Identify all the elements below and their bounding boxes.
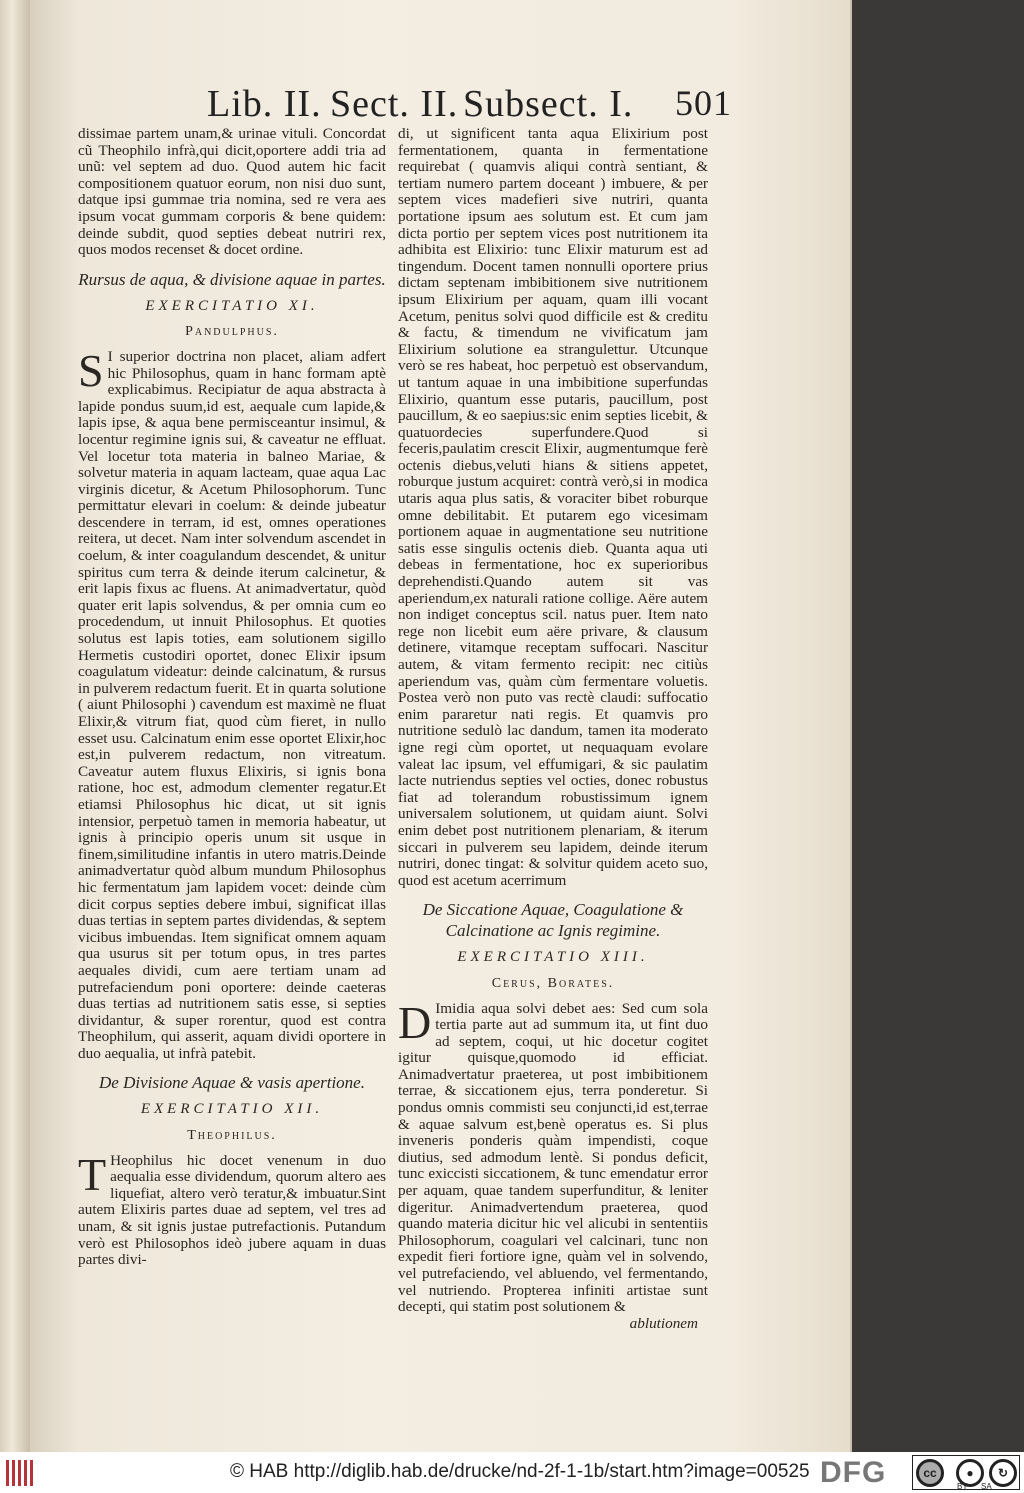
- page-number: 501: [675, 83, 732, 123]
- catchword: ablutionem: [629, 1314, 698, 1332]
- speaker-pandulphus: Pandulphus.: [185, 324, 279, 340]
- share-alike-icon: ↻: [989, 1459, 1017, 1487]
- running-head-lib: Lib. II.: [207, 83, 322, 125]
- right-column: [398, 126, 708, 1332]
- exercitatio-xi-title: EXERCITATIO XI.: [145, 297, 319, 314]
- left-paragraph-2: [78, 344, 386, 1063]
- cc-labels: [957, 1482, 992, 1491]
- left-paragraph-3-text: Heophilus hic docet venenum in duo aequalia esse dividendum, quorum altero aes liquefiat, altero verò teratur,& imbuatur.Sint autem Elixiris partes duae ad septem, vel tres ad unam, & sit ignis justae putrefactionis. Putandum verò est Philosophos ideò jubere aquam in duas partes divi-: [78, 1151, 386, 1269]
- hab-barcode-icon: [6, 1460, 36, 1486]
- running-head-subsect: Subsect. I.: [463, 83, 634, 125]
- right-paragraph-2: [398, 996, 708, 1316]
- left-paragraph-2-text: I superior doctrina non placet, aliam adfert hic Philosophus, quam in hanc formam aptè explicabimus. Recipiatur de aqua abstracta à lapide pondus suum,id est, aequale cum lapide,& lapis ipse, & aqua bene permisceantur insimul, & locentur regimine ignis sui, & caveatur ne effluat. Vel locetur tota materia in balneo Mariae, & solvetur materia in aquam lacteam, quae aqua Lac virginis dicetur, & Acetum Philosophorum. Tunc permittatur elevari in coelum: & deinde jubeatur descendere in terram, id est, omnes operationes reitera, ut decet. Nam inter solvendum ascendet in coelum, & inter coagulandum descendet, & unitur spiritus cum terra & deinde iterum calcinetur, & erit lapis fixus ac fluens. At animadvertatur, quòd quater erit lapis solvendus, & per omnia cum eo procedendum, ut innuit Philosophus. Et quoties solutus est lapis toties, eam solutionem sigillo Hermetis custodiri oportet, donec Elixir ipsum coagulatum videatur: deinde calcinatum, & rursus in pulverem redactum fuerit. Et in quarta solutione ( aiunt Philosophi ) cavendum est maximè ne fluat Elixir,& vitrum fiat, quod cùm fieret, in nullo esset usu. Calcinatum enim esse oportet Elixir,hoc est,in pulverem redactum, non vitreatum. Caveatur autem fluxus Elixiris, si ignis bona ratione, hoc est, admodum clementer regatur.Et etiamsi Philosophus hic dicat, ut sit ignis intensior, perpetuò tamen in memoria habeatur, ut ignis à principio operis unum sit usque in finem,similitudine infantis in utero matris.Deinde animadvertatur quòd album mundum Philosophus hic fermentatum jam lapidem vocet: deinde cùm dicit corpus septies debere imbui, significat illas duas tertias in septem partes dividendas, & septem vicibus imbuendas. Item significat omnem aquam qua usurus sit per totum opus, in tres partes aequales dividi, cum aere tertiam unam ad putrefaciendum poni oportere: deinde caeteras duas tertias ad nutritionem satis esse, si septies dividantur, & super rorentur, quod est contra Theophilum, qui asserit, aquam dividi oportere in duo aequalia, ut infrà patebit.: [78, 347, 386, 1062]
- attribution-icon: ●: [956, 1459, 984, 1487]
- left-paragraph-1: dissimae partem unam,& urinae vituli. Concordat cũ Theophilo infrà,qui dicit,oportere addi tria ad unũ: vel septem ad duo. Quod autem hic facit compositionem quatuor eorum, non nisi duo sunt, datque ipsi gummae tria nomina, sed re vera aes ipsum vocat gummam corporis & bene quidem: deinde subdit, quod septies debeat nutriri rex, quos modos recenset & docet ordine.: [78, 125, 386, 259]
- drop-cap-s: S: [78, 344, 104, 396]
- right-paragraph-1: di, ut significent tanta aqua Elixirium post fermentationem, quanta in fermentatione requirebat ( quamvis aliqui contrà sentiant, & tertiam numero partem doceant ) imbuere, & per septem vices madefieri sive nutriri, quanta portatione ipsum aes solutum est. Et cum jam dicta portio per septem vices post nutritionem ita adhibita est Elixirio: tunc Elixir maturum est ad tingendum. Docent tamen nonnulli oportere prius dictam septenam imbibitionem sive nutritionem ipsum Elixirium per aquam, quam illi vocant Acetum, penitus solvi quod difficile est & creditu & factu, & timendum ne vivificatum jam Elixirium solutione ea strangulettur. Utcunque verò se res habeat, hoc perpetuò est observandum, ut tantum aquae in una imbibitione superfundas Elixirio, quantum esse putaris, paucillum, post paucillum, & eo saepius:sic enim septies licebit, & quatuordecies superfundere.Quod si feceris,paulatim crescit Elixir, augmentumque ferè octenis diebus,veluti hians & sitiens appetet, roburque justum acquiret: contrà verò,si in modica utaris aqua plus satis, & voraciter bibet roburque omne debilitabit. Et putarem ego vicesimam portionem aquae in augmentatione seu nutritione satis esse singulis octenis dieb. Quanta aqua uti debeas in fermentatione, hoc ex superioribus deprehendisti.Quando autem sit vas aperiendum,ex naturali ratione collige. Aëre autem non indiget conceptus scil. natus puer. Item nato rege non licebit eum aëre privare, & clausum detinere, vitamque receptam suffocari. Nascitur autem, & vitam fermento recipit: nec citiùs aperiendum vas, quàm cùm fermentare voluetis. Postea verò non puto vas rectè claudi: suffocatio enim pararetur nati regis. Et quamvis pro nutritione sedulò lac dandum, tamen ita moderato igne regi cùm oportet, ut nequaquam evolare valeat lac ipsum, vel effumigari, & sic paulatim lacte nutriendus septies vel octies, donec robustus fiat ad tolerandum robustissimum ignem universalem solutionem, ut quidam aiunt. Solvi enim debet post nutritionem plenariam, & iterum siccari in pulverem seu lapidem, deinde iterum nutriri, donec tingat: & solvitur quidem aceto suo, quod est acetum acerrimum: [398, 125, 708, 889]
- drop-cap-t: T: [78, 1148, 107, 1200]
- left-page-edge: [0, 0, 30, 1452]
- exercitatio-xii-title: EXERCITATIO XII.: [140, 1101, 324, 1118]
- left-paragraph-3: [78, 1148, 386, 1269]
- copyright-link[interactable]: © HAB http://diglib.hab.de/drucke/nd-2f-1-1b/start.htm?image=00525: [230, 1461, 810, 1482]
- running-head-sect: Sect. II.: [330, 83, 459, 125]
- cc-license-badge[interactable]: [912, 1455, 1020, 1490]
- speaker-cerus-borates: Cerus, Borates.: [491, 975, 615, 991]
- section-heading-divisione: De Divisione Aquae & vasis apertione.: [99, 1073, 365, 1093]
- cc-logo-icon: cc: [916, 1459, 944, 1487]
- cc-by-label: BY: [957, 1482, 968, 1491]
- section-heading-rursus: Rursus de aqua, & divisione aquae in partes.: [78, 269, 386, 289]
- right-margin-dark: [852, 0, 1024, 1452]
- section-heading-siccatione: De Siccatione Aquae, Coagulatione & Calcinatione ac Ignis regimine.: [422, 900, 684, 941]
- cc-sa-label: SA: [981, 1482, 992, 1491]
- viewer-footer: [0, 1452, 1024, 1493]
- speaker-theophilus: Theophilus.: [187, 1128, 277, 1144]
- drop-cap-d: D: [398, 996, 432, 1048]
- dfg-logo[interactable]: DFG: [820, 1456, 887, 1489]
- exercitatio-xiii-title: EXERCITATIO XIII.: [457, 949, 649, 966]
- right-paragraph-2-text: Imidia aqua solvi debet aes: Sed cum sola tertia parte aut ad summum ita, ut fint duo ad septem, coqui, ut hic docetur cogitet igitur quisque,quomodo id efficiat. Animadvertatur praeterea, ut post imbibitionem terrae, & siccationem ejus, terra ponderetur. Si pondus omnis commisti seu conjuncti,id est,terrae & aquae salvum est,benè operatus es. Si plus inveneris ponderis quàm impendisti, coque diutius, sed admodum lentè. Si pondus deficit, tunc exiccisti siccationem, & tunc emendatur error per aquam, quae tandem superfunditur, & leniter digeritur. Animadvertendum praeterea, quod quando materia dicitur hic vel alicubi in sententiis Philosophorum, coagulari vel calcinari, tunc non expedit fieri fortiore igne, quàm vel in solvendo, vel putrefaciendo, vel abluendo, vel fermentando, vel nutriendo. Propterea infiniti artistae sunt decepti, qui statim post solutionem &: [398, 999, 708, 1316]
- left-column: [78, 126, 386, 1269]
